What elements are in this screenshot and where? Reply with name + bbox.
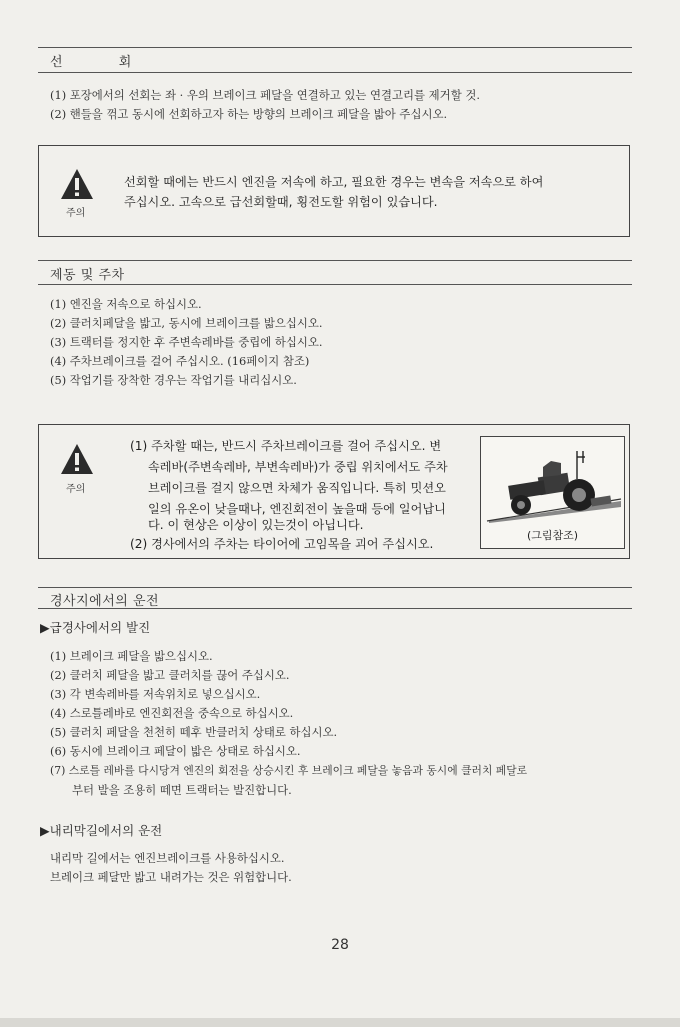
section-rule-top [38, 587, 632, 588]
steep-item-2: (2) 클러치 페달을 밟고 클러치를 끊어 주십시오. [50, 668, 290, 682]
steep-item-7-cont: 부터 발을 조용히 떼면 트랙터는 발진합니다. [72, 783, 292, 797]
braking-item-2: (2) 클러치페달을 밟고, 동시에 브레이크를 밟으십시오. [50, 316, 323, 330]
downhill-item-2: 브레이크 페달만 밟고 내려가는 것은 위험합니다. [50, 870, 292, 884]
steep-item-6: (6) 동시에 브레이크 페달이 밟은 상태로 하십시오. [50, 744, 301, 758]
steep-item-3: (3) 각 변속레바를 저속위치로 넣으십시오. [50, 687, 261, 701]
page-number: 28 [331, 937, 349, 953]
warning-box-turning [38, 145, 630, 237]
warning-label: 주의 [66, 484, 86, 495]
steep-item-5: (5) 클러치 페달을 천천히 떼후 반클러치 상태로 하십시오. [50, 725, 338, 739]
warning-parking-line-6: (2) 경사에서의 주차는 타이어에 고임목을 괴어 주십시오. [130, 537, 434, 551]
braking-item-4: (4) 주차브레이크를 걸어 주십시오. (16페이지 참조) [50, 354, 310, 368]
warning-turning-line-1: 선회할 때에는 반드시 엔진을 저속에 하고, 필요한 경우는 변속을 저속으로 하여 [124, 175, 544, 189]
braking-item-3: (3) 트랙터를 정지한 후 주변속레바를 중립에 하십시오. [50, 335, 323, 349]
steep-item-7: (7) 스로틀 레바를 다시당겨 엔진의 회전을 상승시킨 후 브레이크 페달을 놓음과 동시에 클러치 페달로 [50, 764, 528, 777]
section-title-turning: 선 회 [50, 55, 158, 70]
section-rule-bottom [38, 72, 632, 73]
section-rule-bottom [38, 284, 632, 285]
warning-triangle-icon [60, 168, 94, 200]
section-rule-top [38, 47, 632, 48]
warning-parking-line-4: 일의 유온이 낮을때나, 엔진회전이 높을때 등에 일어납니 [148, 502, 446, 516]
warning-turning-line-2: 주십시오. 고속으로 급선회할때, 횡전도할 위험이 있습니다. [124, 195, 438, 209]
braking-item-1: (1) 엔진을 저속으로 하십시오. [50, 297, 202, 311]
steep-item-4: (4) 스로틀레바로 엔진회전을 중속으로 하십시오. [50, 706, 294, 720]
tractor-on-slope-illustration [481, 437, 624, 525]
section-rule-top [38, 260, 632, 261]
warning-parking-line-3: 브레이크를 걸지 않으면 차체가 움직입니다. 특히 밋션오 [148, 481, 446, 495]
steep-item-1: (1) 브레이크 페달을 밟으십시오. [50, 649, 213, 663]
turning-item-2: (2) 핸들을 꺾고 동시에 선회하고자 하는 방향의 브레이크 페달을 밟아 주십시오. [50, 107, 448, 121]
braking-item-5: (5) 작업기를 장착한 경우는 작업기를 내리십시오. [50, 373, 297, 387]
figure-caption: (그림참조) [526, 529, 579, 542]
scan-edge [0, 1018, 680, 1027]
section-title-slope: 경사지에서의 운전 [50, 594, 160, 609]
section-rule-bottom [38, 608, 632, 609]
warning-label: 주의 [66, 208, 86, 219]
subheading-downhill: ▶내리막길에서의 운전 [40, 823, 163, 838]
warning-triangle-icon [60, 443, 94, 475]
downhill-item-1: 내리막 길에서는 엔진브레이크를 사용하십시오. [50, 851, 285, 865]
turning-item-1: (1) 포장에서의 선회는 좌 · 우의 브레이크 페달을 연결하고 있는 연결고리를 제거할 것. [50, 88, 480, 102]
warning-parking-line-5: 다. 이 현상은 이상이 있는것이 아닙니다. [148, 518, 364, 532]
warning-parking-line-1: (1) 주차할 때는, 반드시 주차브레이크를 걸어 주십시오. 변 [130, 439, 442, 453]
warning-parking-line-2: 속레바(주변속레바, 부변속레바)가 중립 위치에서도 주차 [148, 460, 448, 474]
tractor-parking-figure [480, 436, 625, 549]
subheading-steep-start: ▶급경사에서의 발진 [40, 620, 151, 635]
section-title-braking: 제동 및 주차 [50, 268, 125, 283]
